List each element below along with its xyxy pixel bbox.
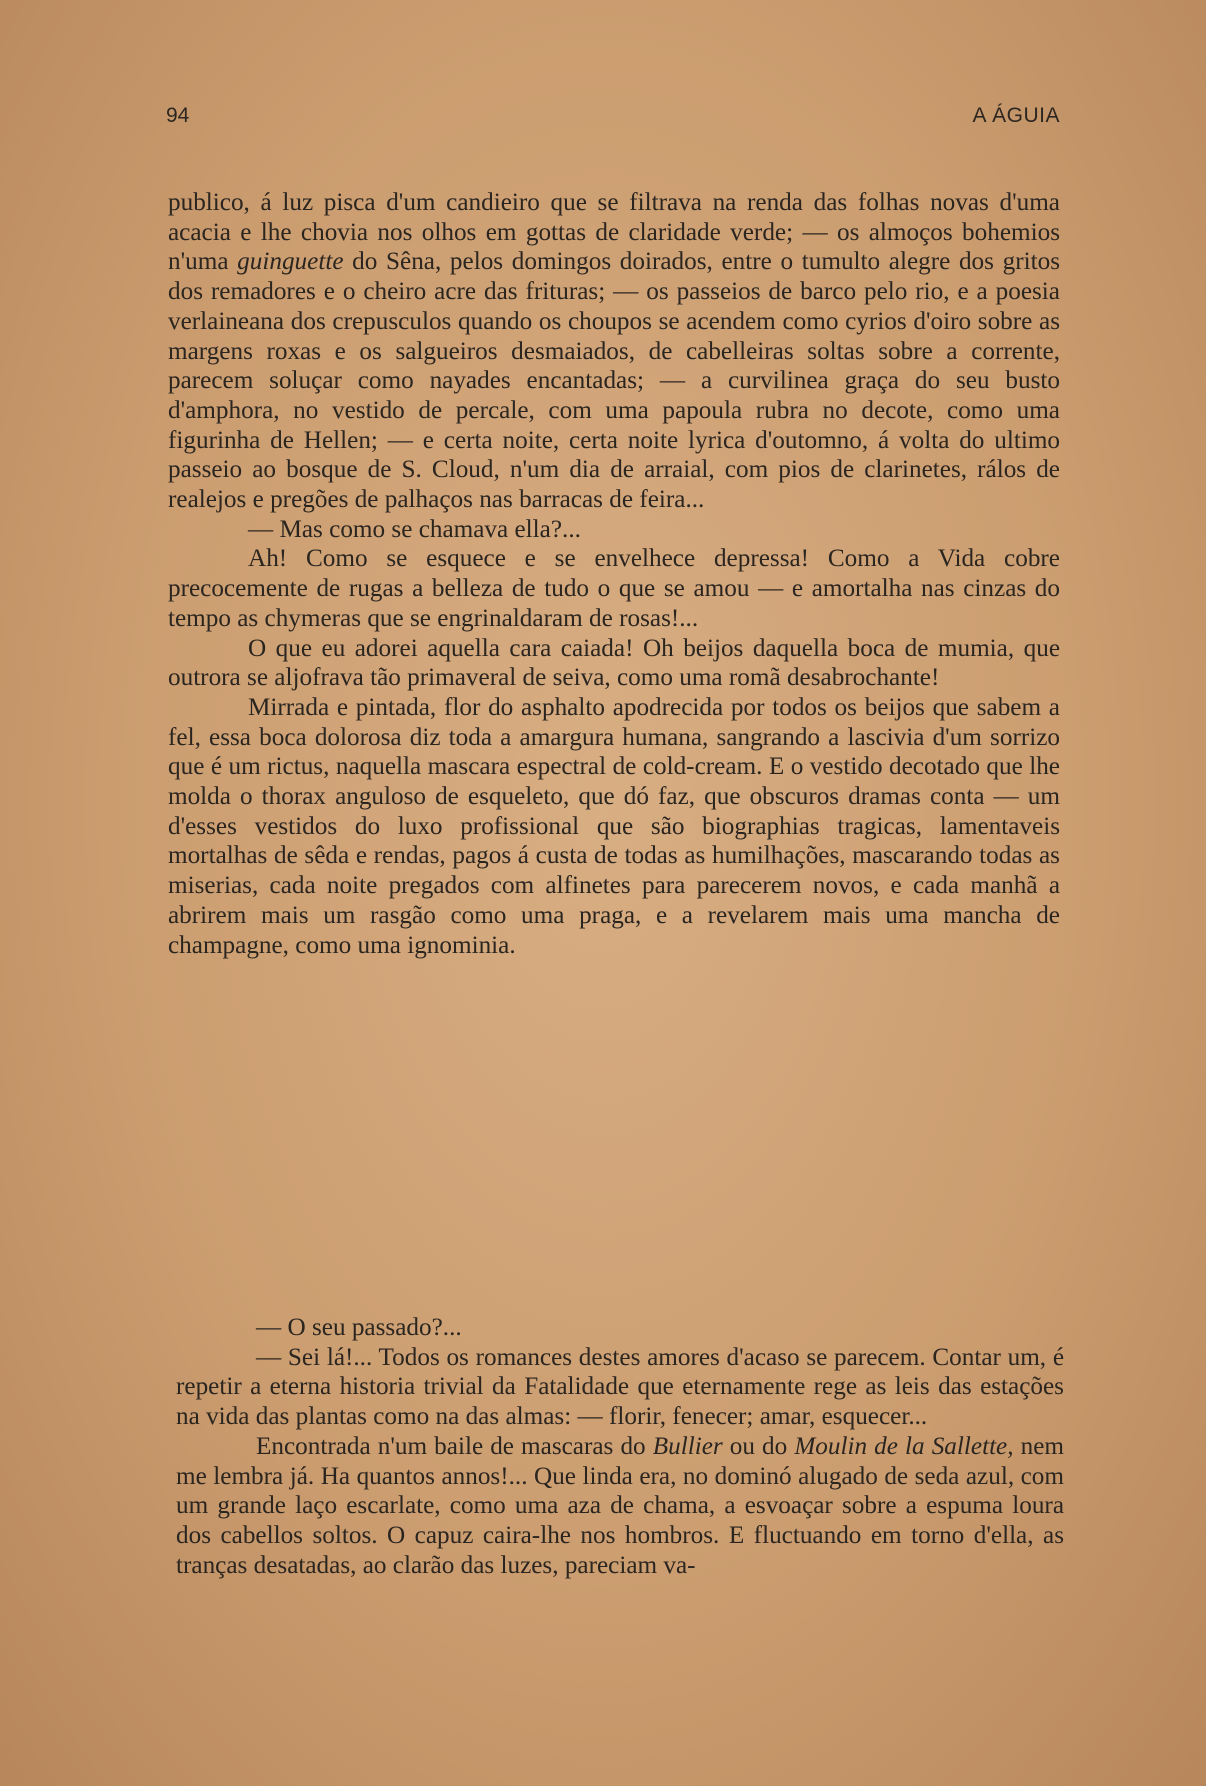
paragraph: — O seu passado?... — [256, 1314, 462, 1341]
text-run: do Sêna, pelos domingos doirados, entre o tumulto alegre dos gritos dos remadores e o cheiro acre das frituras; — os passeios de barco pelo rio, e a poesia verlaineana dos crepusculos quando os choupos se acendem como cyrios d'oiro sobre as margens roxas e os salgueiros desmaiados, de cabelleiras soltas sobre a corrente, parecem soluçar como nayades encantadas; — a curvilinea graça do seu busto d'amphora, no vestido de percale, com uma papoula rubra no decote, como uma figurinha de Hellen; — e certa noite, certa noite lyrica d'outomno, á volta do ultimo passeio ao bosque de S. Cloud, n'um dia de arraial, com pios de clarinetes, rálos de realejos e pregões de palhaços nas barracas de feira... — [168, 248, 1060, 514]
page-number: 94 — [166, 104, 190, 127]
text-run: ou do — [722, 1432, 795, 1460]
text-run: nem me lembra já. Ha quantos annos!... Que linda era, no dominó alugado de seda azul, com um grande laço escarlate, como uma aza de chama, a esvoaçar sobre a espuma loura dos cabellos soltos. O capuz caira-lhe nos hombros. E fluctuando em torno d'ella, as tranças desatadas, ao clarão das luzes, pareciam va- — [176, 1432, 1064, 1579]
text-run: Encontrada n'um baile de mascaras do — [256, 1432, 653, 1460]
paragraph — [176, 1432, 1064, 1581]
paragraph: Mirrada e pintada, flor do asphalto apodrecida por todos os beijos que sabem a fel, essa boca dolorosa diz toda a amargura humana, sangrando a lascivia d'um sorrizo que é um rictus, naquella mascara espectral de cold-cream. E o vestido decotado que lhe molda o thorax anguloso de esqueleto, que dó faz, que obscuros dramas conta — um d'esses vestidos do luxo profissional que são biographias tragicas, lamentaveis mortalhas de sêda e rendas, pagos á custa de todas as humilhações, mascarando todas as miserias, cada noite pregados com alfinetes para parecerem novos, e cada manhã a abrirem mais um rasgão como uma praga, e a revelarem mais uma mancha de champagne, como uma ignominia. — [168, 693, 1060, 959]
paragraph: — Sei lá!... Todos os romances destes amores d'acaso se parecem. Contar um, é repetir a eterna historia trivial da Fatalidade que eternamente rege as leis das estações na vida das plantas como na das almas: — florir, fenecer; amar, esquecer... — [176, 1343, 1064, 1431]
paragraph: — Mas como se chamava ella?... — [248, 515, 581, 543]
italic-term: Moulin de la Sallette, — [794, 1432, 1014, 1460]
paragraph: O que eu adorei aquella cara caiada! Oh beijos daquella boca de mumia, que outrora se aljofrava tão primaveral de seiva, como uma romã desabrochante! — [168, 634, 1060, 692]
journal-title: A ÁGUIA — [972, 104, 1060, 127]
italic-term: Bullier — [652, 1432, 723, 1460]
text-block-lower — [176, 1313, 1064, 1580]
italic-term: guinguette — [237, 248, 344, 276]
text-run: publico, á luz pisca d'um candieiro que se filtrava na renda das folhas novas d'uma acacia e lhe chovia nos olhos em gottas de claridade verde; — os almoços bohemios n'uma — [168, 189, 1060, 276]
text-block-upper — [168, 188, 1060, 960]
paragraph: Ah! Como se esquece e se envelhece depressa! Como a Vida cobre precocemente de rugas a belleza de tudo o que se amou — e amortalha nas cinzas do tempo as chymeras que se engrinaldaram de rosas!... — [168, 545, 1060, 632]
paragraph — [168, 188, 1060, 515]
